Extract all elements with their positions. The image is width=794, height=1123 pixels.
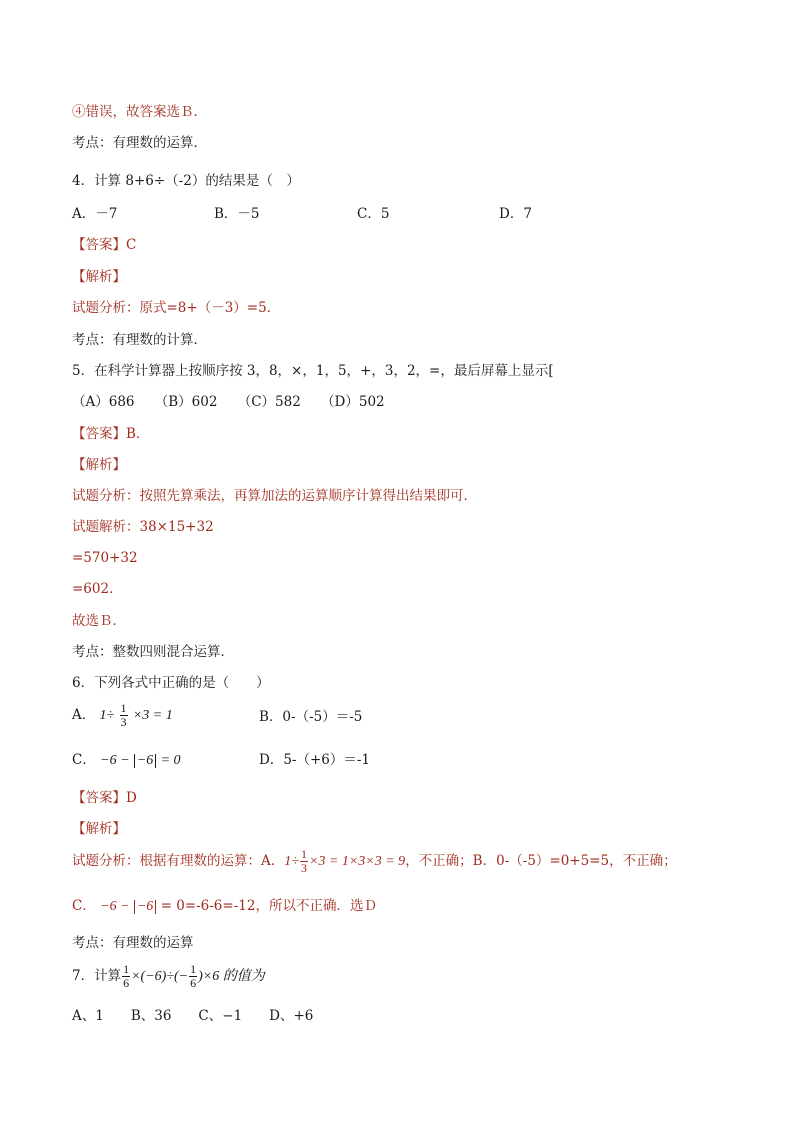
q5-knowledge-point: 考点：整数四则混合运算．: [72, 644, 234, 660]
q5-options: （A）686 （B）602 （C）582 （D）502: [72, 394, 385, 410]
q6-option-a-math-pre: 1÷: [99, 708, 115, 723]
q6-question: 6．下列各式中正确的是（ ）: [72, 675, 270, 691]
q6-analysis-fraction: [300, 848, 308, 875]
fraction-denominator: 3: [120, 715, 127, 729]
q6-option-c-math-pre: −6 −: [100, 753, 130, 768]
q6-option-c-label: C．: [72, 752, 96, 768]
q7-fraction-1: [122, 963, 130, 990]
q5-solution-line-2: =570+32: [72, 550, 138, 566]
q5-solution-line-1: 试题解析：38×15+32: [72, 519, 214, 535]
q4-analysis-label: 【解析】: [72, 269, 126, 285]
q6-analysis-line-1: [72, 845, 677, 878]
q6-analysis-line-2: [72, 897, 377, 916]
q6-option-d: D．5-（+6）＝-1: [259, 752, 371, 768]
fraction-denominator: 6: [190, 976, 197, 990]
q6-option-c-math-post: = 0: [160, 753, 181, 768]
q5-question: 5．在科学计算器上按顺序按 3，8，×，1，5，+，3，2，=，最后屏幕上显示[: [72, 363, 554, 379]
q7-question: [72, 960, 265, 993]
q6-option-c-absolute-value: −6: [134, 754, 156, 768]
q4-option-b: B．－5: [214, 206, 260, 222]
q6-option-a-fraction: [120, 702, 128, 729]
q4-option-d: D．7: [499, 206, 532, 222]
q6-analysis-line-2-tail: = 0=-6-6=-12，所以不正确．选Ｄ: [160, 898, 377, 914]
q4-option-a: A．－7: [72, 206, 118, 222]
q6-analysis-label: 【解析】: [72, 821, 126, 837]
fraction-denominator: 6: [123, 976, 130, 990]
q6-option-a-math-post: ×3 = 1: [132, 708, 173, 723]
fraction-denominator: 3: [300, 861, 307, 875]
q6-analysis-text: 试题分析：根据有理数的运算：A．: [72, 853, 285, 869]
q6-option-a-label: A．: [72, 707, 96, 723]
fraction-numerator: 1: [190, 962, 197, 976]
q6-analysis-math-post: ×3 = 1×3×3 = 9: [308, 854, 406, 869]
q5-solution-line-3: =602．: [72, 581, 123, 597]
q7-math-post: )×6 的值为: [198, 969, 265, 984]
q5-answer: 【答案】B．: [72, 426, 150, 442]
fraction-numerator: 1: [300, 847, 307, 861]
q5-analysis-label: 【解析】: [72, 457, 126, 473]
q4-knowledge-point: 考点：有理数的计算．: [72, 332, 207, 348]
q6-analysis-line-2-absolute-value: −6: [134, 900, 156, 914]
q6-option-a: [72, 700, 173, 731]
q6-analysis-line-2-label: C．: [72, 898, 96, 914]
q4-option-c: C．5: [357, 206, 390, 222]
q6-analysis-line-2-math-pre: −6 −: [100, 899, 130, 914]
q6-knowledge-point: 考点：有理数的运算: [72, 935, 194, 951]
q6-answer: 【答案】D: [72, 790, 137, 806]
q7-options: A、1 B、36 C、−1 D、+6: [72, 1008, 314, 1024]
q6-analysis-tail: ，不正确；B．0-（-5）=0+5=5，不正确；: [405, 853, 677, 869]
q7-question-pre: 7．计算: [72, 968, 122, 984]
q6-analysis-math-pre: 1÷: [284, 854, 299, 869]
q6-option-c: [72, 751, 181, 770]
fraction-numerator: 1: [123, 962, 130, 976]
prev-knowledge-point: 考点：有理数的运算．: [72, 135, 207, 151]
q5-conclusion: 故选Ｂ．: [72, 613, 126, 629]
fraction-numerator: 1: [120, 701, 127, 715]
q7-fraction-2: [189, 963, 197, 990]
q6-option-b: B．0-（-5）＝-5: [259, 709, 363, 725]
q7-math-mid: ×(−6)÷(−: [131, 969, 189, 984]
q4-answer: 【答案】C: [72, 237, 137, 253]
q4-question: 4．计算 8+6÷（-2）的结果是（ ）: [72, 173, 300, 189]
q4-analysis: 试题分析：原式=8+（－3）=5．: [72, 300, 281, 316]
q5-analysis: 试题分析：按照先算乘法，再算加法的运算顺序计算得出结果即可．: [72, 488, 477, 504]
prev-conclusion: ④错误，故答案选Ｂ．: [72, 104, 207, 120]
